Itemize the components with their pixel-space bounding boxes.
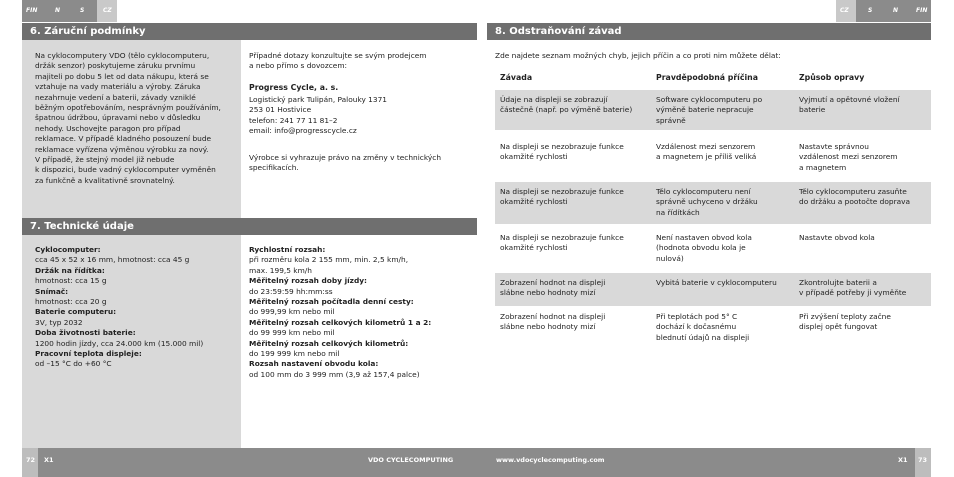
tab-fin-right[interactable]: FIN: [916, 7, 928, 14]
spec-label: Cyklocomputer:: [35, 245, 101, 254]
fault-cell: Zobrazení hodnot na displeji slábne nebo hodnoty mizí: [500, 312, 606, 332]
spec-label: Pracovní teplota displeje:: [35, 349, 142, 358]
fault-cell: Na displeji se nezobrazuje funkce okamžité rychlosti: [500, 233, 624, 253]
fault-cell: Zobrazení hodnot na displeji slábne nebo hodnoty mizí: [500, 278, 606, 298]
company-address: Logistický park Tulipán, Palouky 1371 253 01 Hostivice telefon: 241 77 11 81–2 email: info@progresscycle.cz: [249, 95, 387, 136]
spec-label: Rychlostní rozsah:: [249, 245, 326, 254]
col-header-fault: Závada: [500, 73, 533, 82]
spec-label: Měřitelný rozsah doby jízdy:: [249, 276, 368, 286]
fault-cell: Na displeji se nezobrazuje funkce okamžité rychlosti: [500, 187, 624, 207]
fault-cell: Údaje na displeji se zobrazují částečně (např. po výměně baterie): [500, 95, 633, 115]
spec-value: do 999,99 km nebo mil: [249, 307, 335, 317]
spec-label: Baterie computeru:: [35, 307, 117, 317]
spec-value: do 99 999 km nebo mil: [249, 328, 335, 338]
specs-reserve-note: Výrobce si vyhrazuje právo na změny v technických specifikacích.: [249, 153, 441, 173]
fix-cell: Při zvýšení teploty začne displej opět fungovat: [799, 312, 891, 332]
spec-value: 3V, typ 2032: [35, 317, 83, 327]
col-header-cause: Pravděpodobná příčina: [656, 73, 758, 82]
spec-value: 1200 hodin jízdy, cca 24.000 km (15.000 mil): [35, 338, 204, 348]
spec-label: Držák na řídítka:: [35, 265, 105, 275]
fix-cell: Vyjmutí a opětovné vložení baterie: [799, 95, 900, 115]
tab-n-right[interactable]: N: [893, 7, 899, 14]
page-number-left: 72: [26, 456, 36, 464]
spec-label: Rozsah nastavení obvodu kola:: [249, 359, 379, 369]
company-name: Progress Cycle, a. s.: [249, 83, 339, 92]
spec-value: od 100 mm do 3 999 mm (3,9 až 157,4 palce): [249, 369, 420, 379]
tab-s-left[interactable]: S: [80, 7, 85, 14]
col-header-fix: Způsob opravy: [799, 73, 865, 82]
tab-fin-left[interactable]: FIN: [26, 7, 38, 14]
section-8-title: 8. Odstraňování závad: [487, 23, 931, 40]
spec-label: Měřitelný rozsah počítadla denní cesty:: [249, 297, 414, 306]
troubleshoot-intro: Zde najdete seznam možných chyb, jejich příčin a co proti nim můžete dělat:: [495, 51, 781, 60]
section-6-title: 6. Záruční podmínky: [22, 23, 477, 40]
cause-cell: Při teplotách pod 5° C dochází k dočasnému blednutí údajů na displeji: [656, 312, 750, 342]
table-row: [495, 182, 931, 224]
fix-cell: Nastavte obvod kola: [799, 233, 875, 242]
contact-intro: Případné dotazy konzultujte se svým prodejcem a nebo přímo s dovozcem:: [249, 51, 427, 71]
section-7-title: 7. Technické údaje: [22, 218, 477, 235]
cause-cell: Není nastaven obvod kola (hodnota obvodu kola je nulová): [656, 233, 752, 263]
table-row: [495, 228, 931, 270]
table-row: [495, 273, 931, 306]
spec-value: při rozměru kola 2 155 mm, min. 2,5 km/h, max. 199,5 km/h: [249, 255, 409, 275]
spec-value: hmotnost: cca 20 g: [35, 297, 107, 306]
fix-cell: Zkontrolujte baterii a v případě potřeby ji vyměňte: [799, 278, 907, 298]
fix-cell: Tělo cyklocomputeru zasuňte do držáku a pootočte doprava: [799, 187, 911, 207]
warranty-text: Na cyklocomputery VDO (tělo cyklocomputeru, držák senzor) poskytujeme záruku prvnímu majiteli po dobu 5 let od data nákupu, která se vztahuje na vady materiálu a výroby. Záruka nezahrnuje vedení a baterii, závady vzniklé běžným opotřebováním, nesprávným používáním, špatnou údržbou, úpravami nebo v důsledku nehody. Uschovejte paragon pro případ reklamace. V případě kladného posouzení bude reklamace vyřízena výměnou výrobku za nový. V případě, že stejný model již nebude k dispozici, bude vadný cyklocomputer vyměněn za funkčně a kvalitativně srovnatelný.: [35, 51, 221, 185]
spec-label: Snímač:: [35, 286, 69, 296]
tab-cz-left[interactable]: CZ: [103, 7, 112, 14]
model-label-right: X1: [898, 456, 908, 464]
cause-cell: Software cyklocomputeru po výměně baterie nepracuje správně: [656, 95, 763, 125]
tab-n-left[interactable]: N: [55, 7, 61, 14]
table-row: [495, 90, 931, 130]
spec-label: Měřitelný rozsah celkových kilometrů:: [249, 338, 409, 348]
spec-value: hmotnost: cca 15 g: [35, 276, 107, 286]
spec-label: Měřitelný rozsah celkových kilometrů 1 a 2:: [249, 317, 432, 327]
model-label-left: X1: [44, 456, 54, 464]
tab-s-right[interactable]: S: [868, 7, 873, 14]
page-number-right: 73: [918, 456, 928, 464]
spec-value: do 23:59:59 hh:mm:ss: [249, 286, 333, 296]
cause-cell: Tělo cyklocomputeru není správně uchyceno v držáku na řídítkách: [656, 187, 758, 217]
spec-label: Doba životnosti baterie:: [35, 328, 136, 338]
footer-url[interactable]: www.vdocyclecomputing.com: [496, 456, 605, 464]
spec-value: cca 45 x 52 x 16 mm, hmotnost: cca 45 g: [35, 255, 190, 265]
tab-cz-right[interactable]: CZ: [840, 7, 849, 14]
spec-value: do 199 999 km nebo mil: [249, 349, 340, 358]
table-row: [495, 137, 931, 179]
fix-cell: Nastavte správnou vzdálenost mezi senzorem a magnetem: [799, 142, 898, 172]
fault-cell: Na displeji se nezobrazuje funkce okamžité rychlosti: [500, 142, 624, 162]
spec-value: od –15 °C do +60 °C: [35, 359, 112, 369]
footer-brand: VDO CYCLECOMPUTING: [368, 456, 454, 464]
cause-cell: Vzdálenost mezi senzorem a magnetem je příliš veliká: [656, 142, 757, 162]
table-row: [495, 307, 931, 349]
cause-cell: Vybitá baterie v cyklocomputeru: [656, 278, 777, 287]
